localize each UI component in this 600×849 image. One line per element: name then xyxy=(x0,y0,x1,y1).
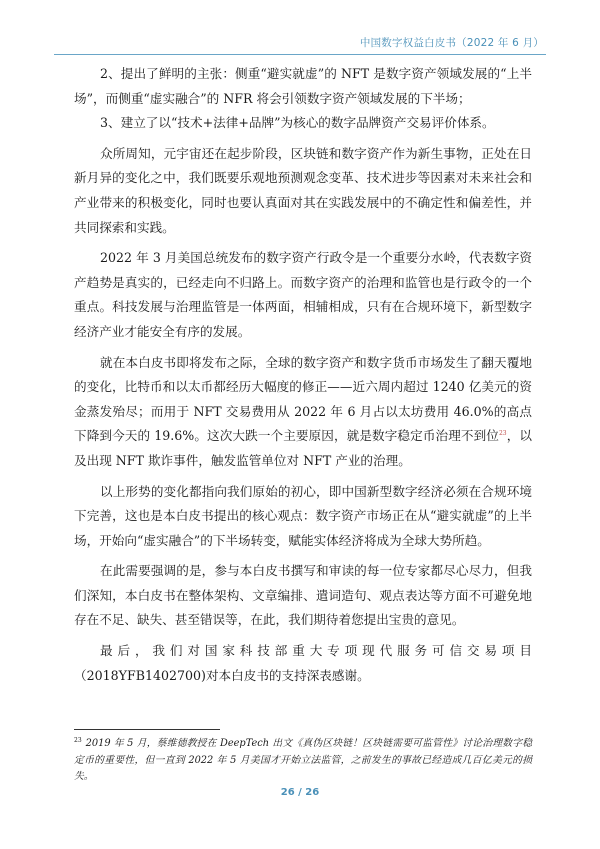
footnote-divider xyxy=(74,729,220,730)
paragraph: 众所周知，元宇宙还在起步阶段，区块链和数字资产作为新生事物，正处在日新月异的变化之中，我们既要乐观地预测观念变革、技术进步等因素对未来社会和产业带来的积极变化，同时也要认真面对其在实践发展中的不确定性和偏差性，并共同探索和实践。 xyxy=(74,145,532,235)
running-header: 中国数字权益白皮书（2022 年 6 月） xyxy=(359,37,544,49)
footnote-reference[interactable]: 23 xyxy=(498,430,507,438)
paragraph: 以上形势的变化都指向我们原始的初心，即中国新型数字经济必须在合规环境下完善，这也是本白皮书提出的核心观点：数字资产市场正在从“避实就虚”的上半场，开始向“虚实融合”的下半场转变，赋能实体经济将成为全球大势所趋。 xyxy=(74,483,532,548)
header-divider xyxy=(54,54,546,55)
paragraph-text: ，以及出现 NFT 欺诈事件，触发监管单位对 NFT 产业的治理。 xyxy=(74,428,533,468)
footnote-text: 2019 年 5 月，蔡维德教授在 DeepTech 出文《真伪区块链！区块链需要可监管性》讨论治理数字稳定币的重要性，但一直到 2022 年 5 月美国才开始立法监管，之前发生的事故已经造成几百亿美元的损失。 xyxy=(74,738,532,782)
page-number: 26 / 26 xyxy=(280,787,320,798)
paragraph xyxy=(74,351,532,474)
paragraph: 最后，我们对国家科技部重大专项现代服务可信交易项目（2018YFB1402700)对本白皮书的支持深表感谢。 xyxy=(74,643,532,683)
paragraph: 3、建立了以“技术+法律+品牌”为核心的数字品牌资产交易评价体系。 xyxy=(100,115,495,131)
paragraph: 2、提出了鲜明的主张：侧重“避实就虚”的 NFT 是数字资产领域发展的“上半场”，而侧重“虚实融合”的 NFR 将会引领数字资产领域发展的下半场； xyxy=(74,66,532,106)
body-text xyxy=(74,62,532,688)
footnote xyxy=(74,736,532,786)
paragraph-text: 就在本白皮书即将发布之际，全球的数字资产和数字货币市场发生了翻天覆地的变化，比特币和以太币都经历大幅度的修正——近六周内超过 1240 亿美元的资金蒸发殆尽；而用于 NFT 交易费用从 2022 年 6 月占以太坊费用 46.0%的高点下降到今天的 19.6%。这次大跌一个主要原因，就是数字稳定币治理不到位 xyxy=(74,354,532,444)
footnote-number: 23 xyxy=(74,737,82,744)
paragraph: 在此需要强调的是，参与本白皮书撰写和审读的每一位专家都尽心尽力，但我们深知，本白皮书在整体架构、文章编排、遣词造句、观点表达等方面不可避免地存在不足、缺失、甚至错误等，在此，我们期待着您提出宝贵的意见。 xyxy=(74,563,532,628)
paragraph: 2022 年 3 月美国总统发布的数字资产行政令是一个重要分水岭，代表数字资产趋势是真实的，已经走向不归路上。而数字资产的治理和监管也是行政令的一个重点。科技发展与治理监管是一体两面，相辅相成，只有在合规环境下，新型数字经济产业才能安全有序的发展。 xyxy=(74,250,532,339)
